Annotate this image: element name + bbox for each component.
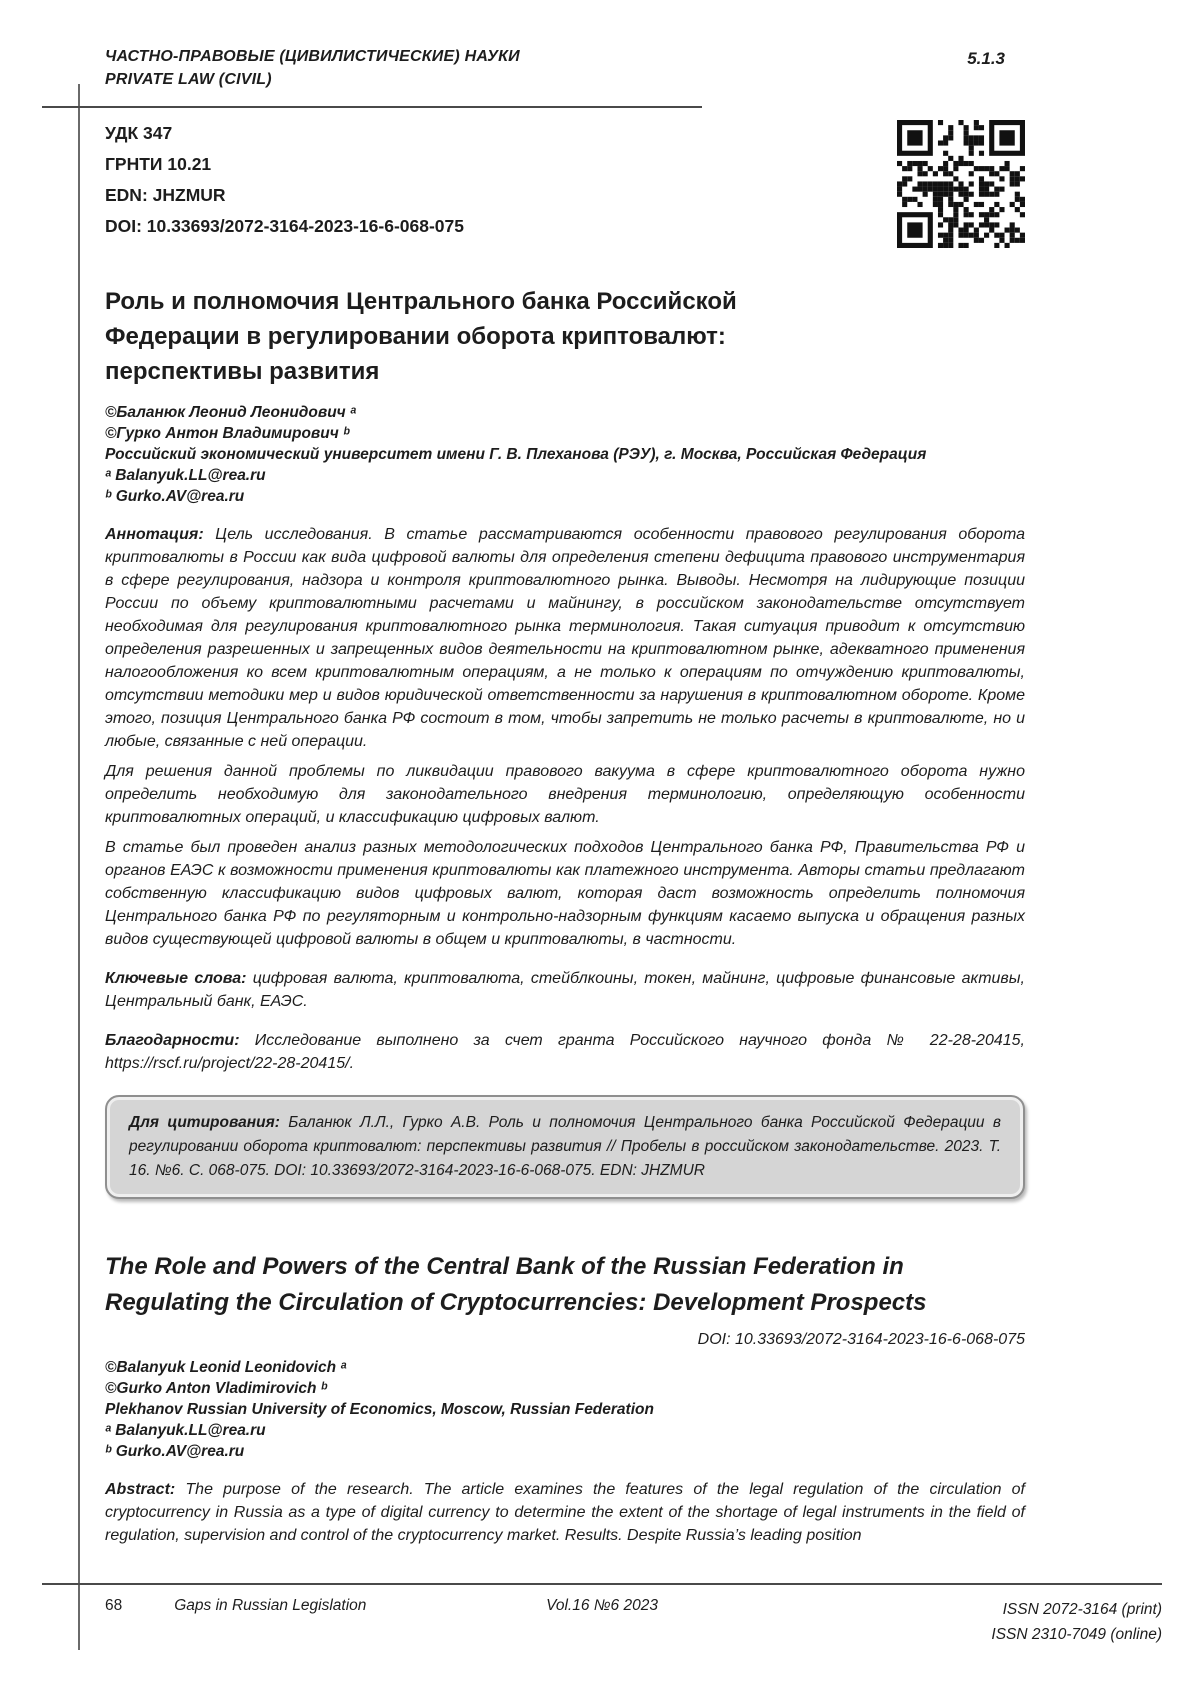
grnti-code: ГРНТИ 10.21: [105, 154, 212, 174]
acknowledgments-ru-label: Благодарности:: [105, 1032, 255, 1049]
keywords-ru: [105, 967, 1025, 1013]
section-rubric: [105, 45, 520, 91]
citation-label: Для цитирования:: [129, 1114, 289, 1131]
authors-block-en: ©Balanyuk Leonid Leonidovich ᵃ ©Gurko Anton Vladimirovich ᵇ Plekhanov Russian University of Economics, Moscow, Russian Federation ᵃ Balanyuk.LL@rea.ru ᵇ Gurko.AV@rea.ru: [105, 1359, 654, 1460]
issn-online: ISSN 2310-7049 (online): [991, 1626, 1163, 1643]
doi-code: DOI: 10.33693/2072-3164-2023-16-6-068-075: [105, 216, 465, 236]
abstract-ru-label: Аннотация:: [105, 526, 216, 543]
acknowledgments-ru-text: Исследование выполнено за счет гранта Российского научного фонда № 22-28-20415, https://rscf.ru/project/22-28-20415/.: [105, 1032, 1025, 1072]
article-meta-row: [105, 118, 1025, 248]
abstract-en-label: Abstract:: [105, 1481, 186, 1498]
doi-en: DOI: 10.33693/2072-3164-2023-16-6-068-075: [697, 1331, 1025, 1348]
footer-left: [42, 1597, 546, 1615]
citation-box: [105, 1095, 1025, 1199]
issn-print: ISSN 2072-3164 (print): [1002, 1601, 1163, 1618]
article-title-en: The Role and Powers of the Central Bank of the Russian Federation in Regulating the Circulation of Cryptocurrencies: Development Prospects: [105, 1253, 927, 1316]
abstract-ru-p1-text: Цель исследования. В статье рассматриваются особенности правового регулирования оборота криптовалюты в России как вида цифровой валюты для определения степени дефицита правового инструментария в сфере регулирования, надзора и контроля криптовалютного рынка. Выводы. Несмотря на лидирующие позиции России по объему криптовалютными расчетами и майнингу, в российском законодательстве отсутствует необходимая для регулирования криптовалютного рынка терминология. Такая ситуация приводит к отсутствию определения разрешенных и запрещенных видов деятельности на криптовалютном рынке, адекватного применения налогообложения ко всем криптовалютным операциям, а не только к операциям по отчуждению криптовалюты, отсутствии методики мер и видов юридической ответственности за нарушения в криптовалютном обороте. Кроме этого, позиция Центрального банка РФ состоит в том, чтобы запретить не только расчеты в криптовалюте, но и любые, связанные с ней операции.: [105, 526, 1026, 750]
qr-code-icon: [897, 120, 1025, 248]
authors-block-ru: ©Баланюк Леонид Леонидович ᵃ ©Гурко Антон Владимирович ᵇ Российский экономический университет имени Г. В. Плеханова (РЭУ), г. Москва, Российская Федерация ᵃ Balanyuk.LL@rea.ru ᵇ Gurko.AV@rea.ru: [105, 404, 927, 505]
keywords-ru-text: цифровая валюта, криптовалюта, стейблкоины, токен, майнинг, цифровые финансовые активы, Центральный банк, ЕАЭС.: [105, 970, 1026, 1010]
abstract-ru-p1: [105, 523, 1025, 753]
left-margin-rule: [78, 84, 80, 1650]
acknowledgments-ru: [105, 1029, 1025, 1075]
keywords-ru-label: Ключевые слова:: [105, 970, 253, 987]
article-title-ru: Роль и полномочия Центрального банка Российской Федерации в регулировании оборота криптовалют: перспективы развития: [105, 288, 737, 385]
journal-title: Gaps in Russian Legislation: [174, 1597, 367, 1614]
citation-text: [129, 1111, 1001, 1183]
edn-code: EDN: JHZMUR: [105, 185, 226, 205]
citation-body: Баланюк Л.Л., Гурко А.В. Роль и полномочия Центрального банка Российской Федерации в регулировании оборота криптовалют: перспективы развития // Пробелы в российском законодательстве. 2023. Т. 16. №6. С. 068-075. DOI: 10.33693/2072-3164-2023-16-6-068-075. EDN: JHZMUR: [129, 1114, 1001, 1179]
article-meta: [105, 118, 464, 248]
abstract-en-text: The purpose of the research. The article examines the features of the legal regulation of the circulation of cryptocurrency in Russia as a type of digital currency to determine the extent of the shortage of legal instruments in the field of regulation, supervision and control of the cryptocurrency market. Results. Despite Russia’s leading position: [105, 1481, 1025, 1544]
header-rule: [42, 106, 702, 108]
volume-info: Vol.16 №6 2023: [546, 1597, 658, 1614]
udk-code: УДК 347: [105, 123, 173, 143]
footer-issn: [658, 1597, 1162, 1647]
page-number: 68: [105, 1597, 123, 1614]
abstract-ru-p2: Для решения данной проблемы по ликвидации правового вакуума в сфере криптовалютного оборота нужно определить необходимую для законодательного внедрения терминологию, определяющую особенности криптовалютных операций, и классификацию цифровых валют.: [105, 763, 1025, 826]
abstract-en: [105, 1478, 1025, 1547]
abstract-ru-p3: В статье был проведен анализ разных методологических подходов Центрального банка РФ, Правительства РФ и органов ЕАЭС к возможности применения криптовалюты как платежного инструмента. Авторы статьи предлагают собственную классификацию видов цифровых валют, которая даст возможность определить полномочия Центрального банка РФ по регуляторным и контрольно-надзорным функциям касаемо выпуска и обращения разных видов существующей цифровой валюты в общем и криптовалюты, в частности.: [105, 839, 1025, 948]
page-footer: [42, 1583, 1162, 1647]
masthead: [105, 45, 1025, 91]
rubric-en: PRIVATE LAW (CIVIL): [105, 71, 272, 88]
rubric-ru: ЧАСТНО-ПРАВОВЫЕ (ЦИВИЛИСТИЧЕСКИЕ) НАУКИ: [105, 48, 520, 65]
specialty-code: 5.1.3: [967, 49, 1005, 68]
